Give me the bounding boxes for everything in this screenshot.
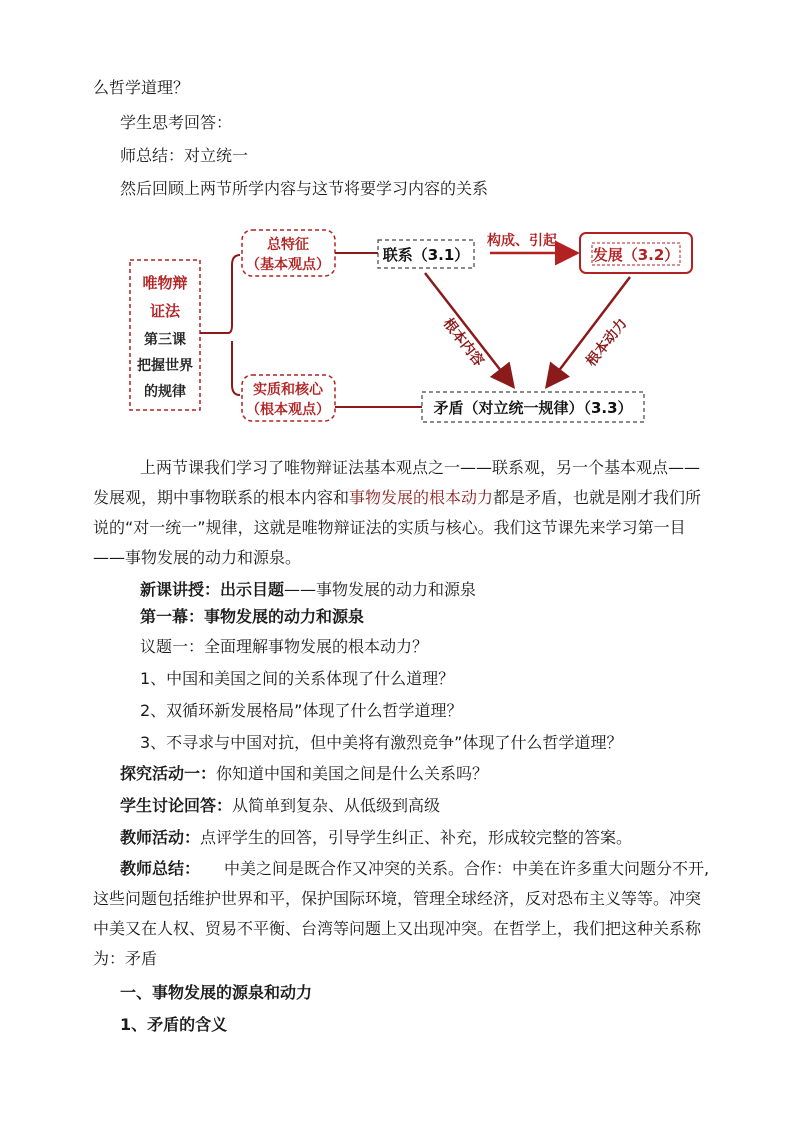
left-box-line-5: 的规律 (144, 384, 186, 400)
top-branch-line-2: （基本观点） (246, 257, 330, 273)
discuss-line (120, 796, 440, 816)
question-2: 2、双循环新发展格局”体现了什么哲学道理？ (140, 701, 463, 720)
concept-diagram (0, 215, 794, 435)
teacher-summary-rest: 中美之间是既合作又冲突的关系。合作：中美在许多重大问题分不开, (224, 859, 710, 878)
section-heading-1: 一、事物发展的源泉和动力 (120, 983, 313, 1002)
left-box-line-1: 唯物辩 (142, 274, 188, 292)
intro-line-3: 师总结：对立统一 (120, 146, 249, 165)
arrow-left-label: 根本内容 (439, 315, 487, 370)
left-box-line-4: 把握世界 (137, 358, 193, 374)
summary-line-4: 为：矛盾 (93, 949, 158, 968)
node-connection-label: 联系（3.1） (382, 246, 470, 264)
left-box-line-3: 第三课 (144, 332, 186, 348)
intro-line-2: 学生思考回答： (120, 113, 233, 132)
question-3: 3、不寻求与中国对抗，但中美将有激烈竞争”体现了什么哲学道理？ (140, 733, 623, 752)
paragraph-line-3: 说的“对一统一”规律，这就是唯物辩证法的实质与核心。我们这节课先来学习第一目 (93, 518, 686, 537)
section-heading-2: 1、矛盾的含义 (120, 1015, 228, 1034)
discuss-rest: 从简单到复杂、从低级到高级 (232, 796, 441, 815)
bottom-branch-line-2: （根本观点） (246, 402, 330, 418)
explore-label: 探究活动一： (120, 764, 217, 783)
paragraph-line-2c: 都是矛盾，也就是刚才我们所 (493, 488, 702, 507)
paragraph-line-1: 上两节课我们学习了唯物辩证法基本观点之一——联系观，另一个基本观点—— (140, 458, 701, 477)
summary-line-2: 这些问题包括维护世界和平，保护国际环境，管理全球经济，反对恐布主义等等。冲突 (93, 889, 702, 908)
paragraph-line-2a: 发展观，期中事物联系的根本内容和 (93, 488, 350, 507)
node-contradiction-label: 矛盾（对立统一规律）（3.3） (433, 399, 633, 417)
explore-rest: 你知道中国和美国之间是什么关系吗？ (216, 764, 489, 783)
new-lesson-label: 新课讲授：出示目题 (140, 580, 285, 599)
arrow-left-diagonal (425, 273, 512, 385)
arrow-right-label: 根本动力 (583, 315, 631, 370)
teacher-summary-line (120, 859, 709, 879)
act-one-title: 第一幕：事物发展的动力和源泉 (140, 607, 365, 626)
paragraph-line-4: ——事物发展的动力和源泉。 (93, 548, 302, 567)
topic-one: 议题一：全面理解事物发展的根本动力？ (140, 637, 429, 656)
paragraph-line-2 (93, 488, 701, 508)
question-1: 1、中国和美国之间的关系体现了什么道理？ (140, 669, 455, 688)
top-branch-line-1: 总特征 (267, 237, 309, 253)
new-lesson-rest: ——事物发展的动力和源泉 (284, 580, 477, 599)
explore-line (120, 764, 488, 784)
teacher-summary-label: 教师总结： (120, 859, 201, 878)
summary-line-3: 中美又在人权、贸易不平衡、台湾等问题上又出现冲突。在哲学上，我们把这种关系称 (93, 919, 702, 938)
teacher-activity-label: 教师活动： (120, 828, 201, 847)
node-development-label: 发展（3.2） (592, 246, 680, 264)
new-lesson-line (140, 580, 476, 600)
teacher-activity-rest: 点评学生的回答，引导学生纠正、补充，形成较完整的答案。 (200, 828, 633, 847)
bottom-branch-line-1: 实质和核心 (253, 382, 323, 398)
left-box-line-2: 证法 (149, 302, 181, 320)
branch-bracket (200, 255, 240, 395)
teacher-activity-line (120, 828, 632, 848)
discuss-label: 学生讨论回答： (120, 796, 233, 815)
paragraph-highlight: 事物发展的根本动力 (349, 488, 494, 507)
intro-line-4: 然后回顾上两节所学内容与这节将要学习内容的关系 (120, 179, 489, 198)
intro-line-1: 么哲学道理？ (93, 78, 190, 97)
arrow-top-label: 构成、引起 (487, 233, 557, 249)
